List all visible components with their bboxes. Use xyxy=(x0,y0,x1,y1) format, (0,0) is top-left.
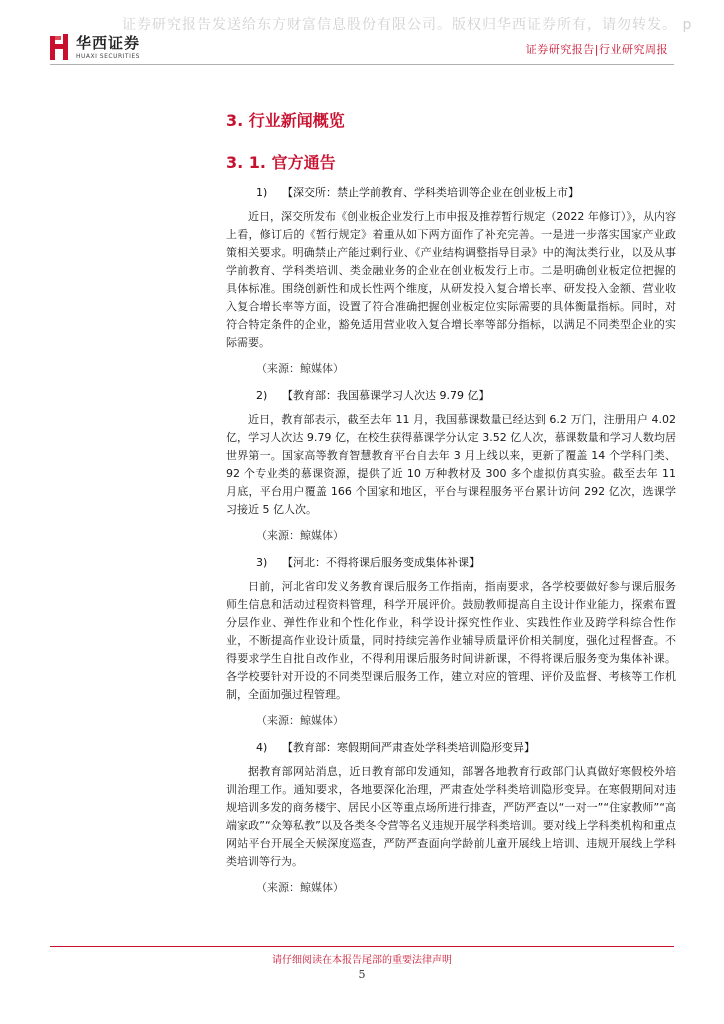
report-type-label: 证券研究报告|行业研究周报 xyxy=(525,43,668,56)
news-item-source: （来源：鲸媒体） xyxy=(256,714,344,727)
logo-chinese-name: 华西证券 xyxy=(76,33,141,52)
news-item-title xyxy=(256,387,676,403)
logo-english-name: HUAXI SECURITIES xyxy=(76,52,140,60)
section-subtitle: 3. 1. 官方通告 xyxy=(226,153,336,172)
news-item-source: （来源：鲸媒体） xyxy=(256,529,344,542)
news-item-number: 1) xyxy=(256,186,268,199)
news-item-headline: 【深交所：禁止学前教育、学科类培训等企业在创业板上市】 xyxy=(282,186,579,199)
section-title: 3. 行业新闻概览 xyxy=(226,111,345,130)
news-item-body: 据教育部网站消息，近日教育部印发通知，部署各地教育行政部门认真做好寒假校外培训治理工作。通知要求，各地要深化治理，严肃查处学科类培训隐形变异。在寒假期间对违规培训多发的商务楼宇、居民小区等重点场所进行排查，严防严查以“一对一”“住家教师”“高端家政”“众筹私教”以及各类冬令营等名义违规开展学科类培训。要对线上学科类机构和重点网站平台开展全天候深度巡查，严防严查面向学龄前儿童开展线上培训、违规开展线上学科类培训等行为。 xyxy=(226,765,676,868)
news-item-number: 3) xyxy=(256,556,268,569)
watermark-text: 证券研究报告发送给东方财富信息股份有限公司。版权归华西证券所有，请勿转发。 p xyxy=(122,17,693,33)
news-item-headline: 【教育部：寒假期间严肃查处学科类培训隐形变异】 xyxy=(282,741,535,754)
news-item-title xyxy=(256,554,676,570)
legal-notice: 请仔细阅读在本报告尾部的重要法律声明 xyxy=(272,955,452,966)
news-item-source: （来源：鲸媒体） xyxy=(256,881,344,894)
news-item-title xyxy=(256,739,676,755)
header-divider xyxy=(50,64,674,65)
news-item xyxy=(226,554,676,728)
news-item-source: （来源：鲸媒体） xyxy=(256,362,344,375)
news-item xyxy=(226,184,676,376)
news-item-number: 2) xyxy=(256,389,268,402)
news-item-number: 4) xyxy=(256,741,268,754)
company-logo xyxy=(50,34,140,60)
news-list xyxy=(226,184,676,906)
news-item-headline: 【河北：不得将课后服务变成集体补课】 xyxy=(282,556,480,569)
news-item-body: 日前，河北省印发义务教育课后服务工作指南，指南要求，各学校要做好参与课后服务师生信息和活动过程资料管理，科学开展评价。鼓励教师提高自主设计作业能力，探索布置分层作业、弹性作业和个性化作业，科学设计探究性作业、实践性作业及跨学科综合性作业，不断提高作业设计质量，同时持续完善作业辅导质量评价相关制度，强化过程督查。不得要求学生自批自改作业，不得利用课后服务时间讲新课，不得将课后服务变为集体补课。各学校要针对开设的不同类型课后服务工作，建立对应的管理、评价及监督、考核等工作机制，全面加强过程管理。 xyxy=(226,580,676,701)
news-item-headline: 【教育部：我国慕课学习人次达 9.79 亿】 xyxy=(282,389,490,402)
news-item xyxy=(226,739,676,895)
footer-divider xyxy=(50,946,674,947)
news-item xyxy=(226,387,676,543)
news-item-title xyxy=(256,184,676,200)
news-item-body: 近日，教育部表示，截至去年 11 月，我国慕课数量已经达到 6.2 万门，注册用户 4.02 亿，学习人次达 9.79 亿，在校生获得慕课学分认定 3.52 亿人次，慕课数量和学习人数均居世界第一。国家高等教育智慧教育平台自去年 3 月上线以来，更新了覆盖 14 个学科门类、92 个专业类的慕课资源，提供了近 10 万种教材及 300 多个虚拟仿真实验。截至去年 11 月底，平台用户覆盖 166 个国家和地区，平台与课程服务平台累计访问 292 亿次，选课学习接近 5 亿人次。 xyxy=(226,413,676,516)
page-number: 5 xyxy=(358,968,366,981)
news-item-body: 近日，深交所发布《创业板企业发行上市申报及推荐暂行规定（2022 年修订）》，从内容上看，修订后的《暂行规定》着重从如下两方面作了补充完善。一是进一步落实国家产业政策相关要求。明确禁止产能过剩行业、《产业结构调整指导目录》中的淘汰类行业，以及从事学前教育、学科类培训、类金融业务的企业在创业板发行上市。二是明确创业板定位把握的具体标准。围绕创新性和成长性两个维度，从研发投入复合增长率、研发投入金额、营业收入复合增长率等方面，设置了符合准确把握创业板定位实际需要的具体衡量指标。同时，对符合特定条件的企业，豁免适用营业收入复合增长率等部分指标，以满足不同类型企业的实际需要。 xyxy=(226,210,676,349)
huaxi-logo-mark-icon xyxy=(50,34,70,60)
